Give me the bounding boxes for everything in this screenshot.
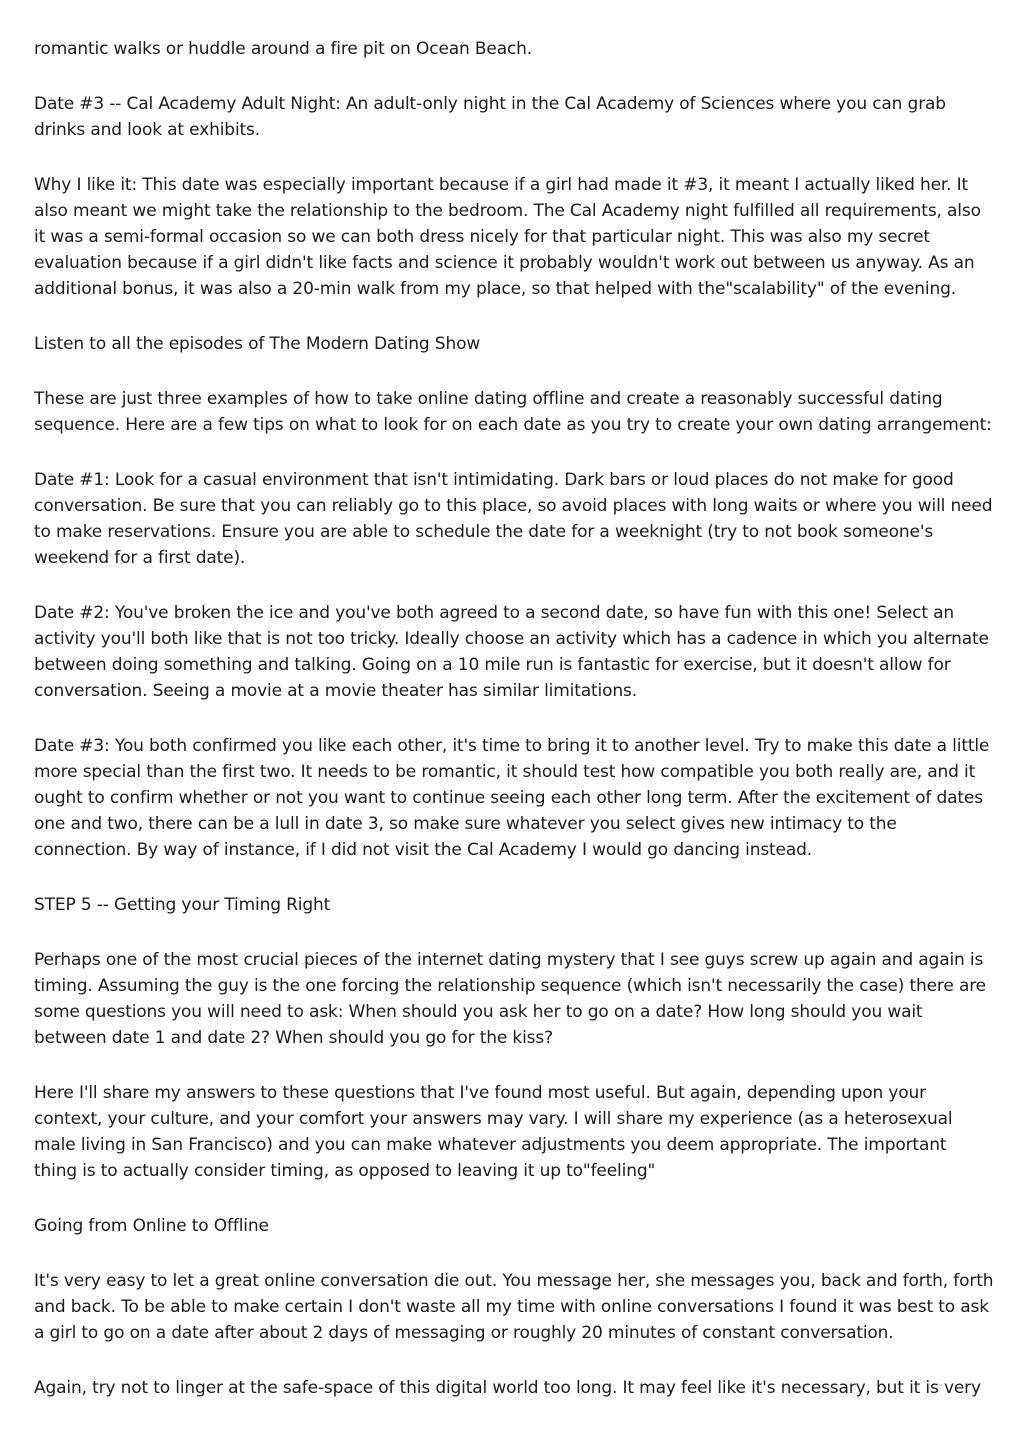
heading-online-to-offline: Going from Online to Offline [34,1216,269,1236]
paragraph-date3-tips: Date #3: You both confirmed you like each other, it's time to bring it to another level. Try to make this date a little more special than the first two. It needs to be romantic, it should test how compatible you both really are, and it ought to confirm whether or not you want to continue seeing each other long term. After the excitement of dates one and two, there can be a lull in date 3, so make sure whatever you select gives new intimacy to the connection. By way of instance, if I did not visit the Cal Academy I would go dancing instead. [34,736,990,860]
document-page [34,36,994,1430]
paragraph-ocean-beach: romantic walks or huddle around a fire pit on Ocean Beach. [34,39,533,59]
paragraph-digital-world: Again, try not to linger at the safe-space of this digital world too long. It may feel like it's necessary, but it is very [34,1378,981,1398]
paragraph-online-conversation: It's very easy to let a great online conversation die out. You message her, she messages you, back and forth, forth and back. To be able to make certain I don't waste all my time with online conversations I found it was best to ask a girl to go on a date after about 2 days of messaging or roughly 20 minutes of constant conversation. [34,1271,994,1343]
paragraph-why-i-like-it: Why I like it: This date was especially important because if a girl had made it #3, it meant I actually liked her. It also meant we might take the relationship to the bedroom. The Cal Academy night fulfilled all requirements, also it was a semi-formal occasion so we can both dress nicely for that particular night. This was also my secret evaluation because if a girl didn't like facts and science it probably wouldn't work out between us anyway. As an additional bonus, it was also a 20-min walk from my place, so that helped with the"scalability" of the evening. [34,175,981,299]
paragraph-timing: Perhaps one of the most crucial pieces of the internet dating mystery that I see guys screw up again and again is timing. Assuming the guy is the one forcing the relationship sequence (which isn't necessarily the case) there are some questions you will need to ask: When should you ask her to go on a date? How long should you wait between date 1 and date 2? When should you go for the kiss? [34,950,986,1048]
paragraph-date2-tips: Date #2: You've broken the ice and you've both agreed to a second date, so have fun with this one! Select an activity you'll both like that is not too tricky. Ideally choose an activity which has a cadence in which you alternate between doing something and talking. Going on a 10 mile run is fantastic for exercise, but it doesn't allow for conversation. Seeing a movie at a movie theater has similar limitations. [34,603,989,701]
paragraph-date3-cal-academy: Date #3 -- Cal Academy Adult Night: An adult-only night in the Cal Academy of Sciences where you can grab drinks and look at exhibits. [34,94,946,140]
paragraph-three-examples: These are just three examples of how to take online dating offline and create a reasonably successful dating sequence. Here are a few tips on what to look for on each date as you try to create your own dating arrangement: [34,389,992,435]
heading-step5: STEP 5 -- Getting your Timing Right [34,895,331,915]
paragraph-listen-episodes: Listen to all the episodes of The Modern Dating Show [34,334,481,354]
paragraph-date1-tips: Date #1: Look for a casual environment that isn't intimidating. Dark bars or loud places do not make for good conversation. Be sure that you can reliably go to this place, so avoid places with long waits or where you will need to make reservations. Ensure you are able to schedule the date for a weeknight (try to not book someone's weekend for a first date). [34,470,993,568]
paragraph-answers: Here I'll share my answers to these questions that I've found most useful. But again, depending upon your context, your culture, and your comfort your answers may vary. I will share my experience (as a heterosexual male living in San Francisco) and you can make whatever adjustments you deem appropriate. The important thing is to actually consider timing, as opposed to leaving it up to"feeling" [34,1083,953,1181]
